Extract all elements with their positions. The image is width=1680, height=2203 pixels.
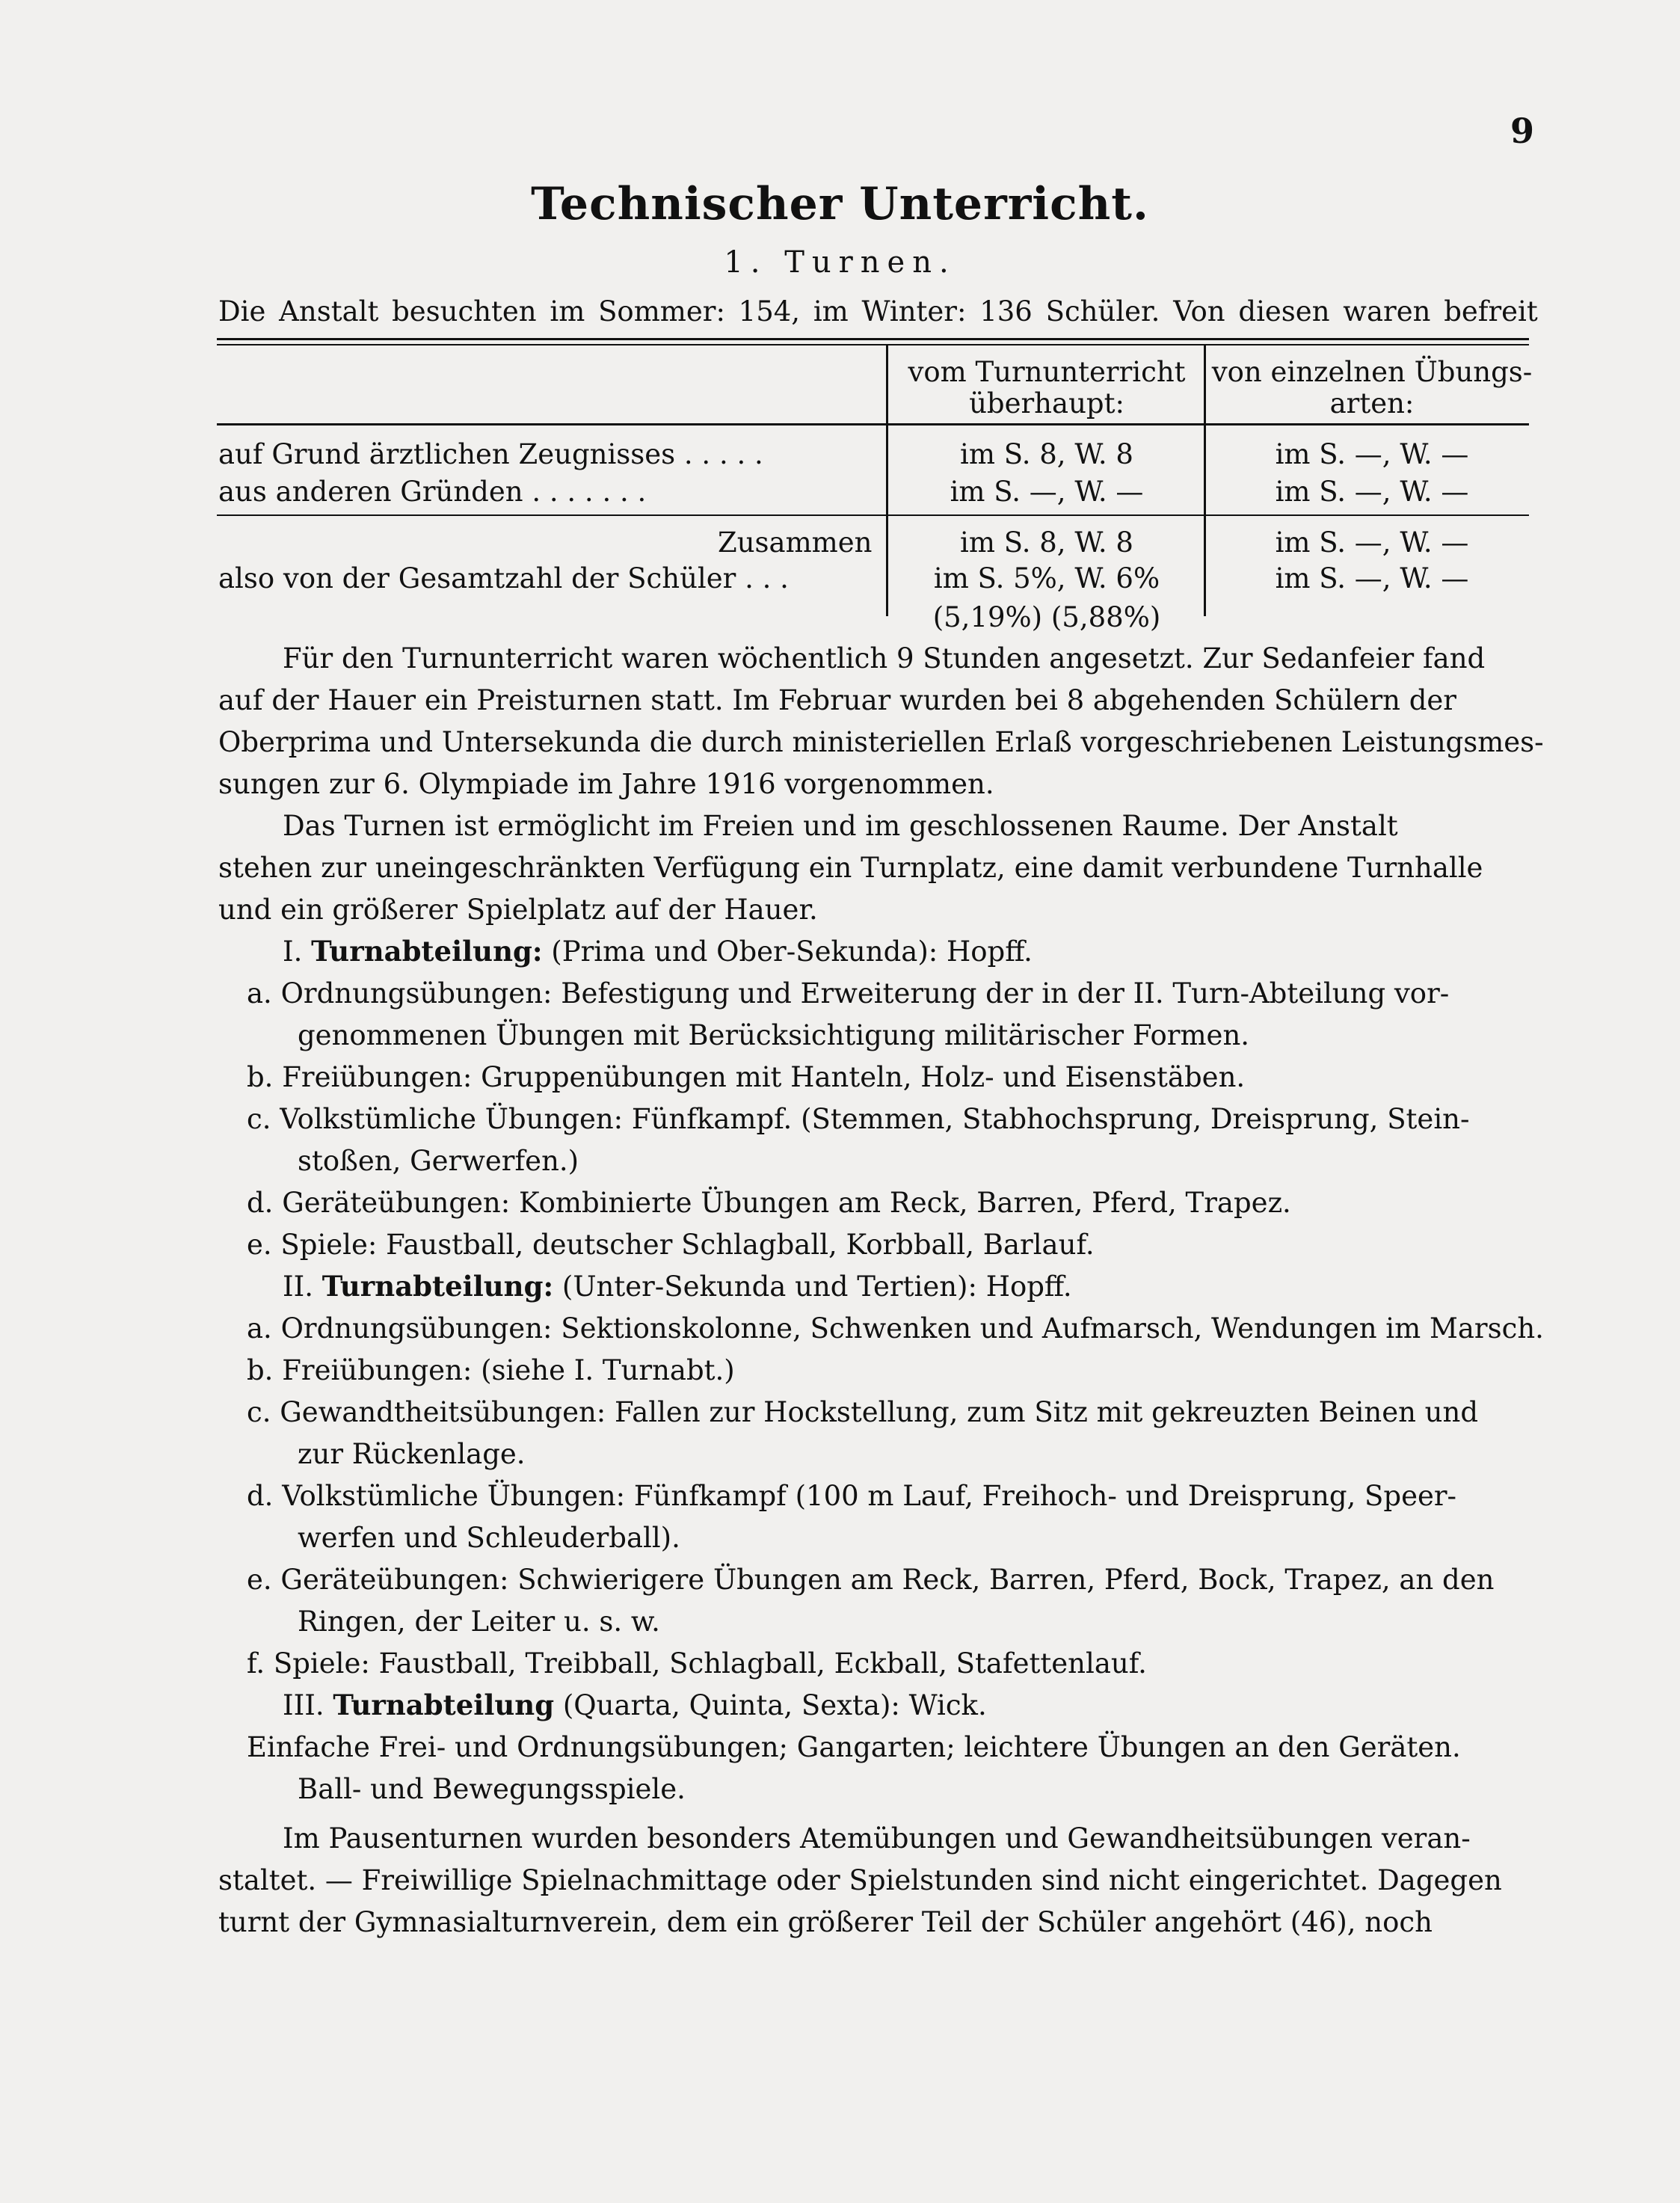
s2-item-e-cont: Ringen, der Leiter u. s. w. <box>298 1606 660 1638</box>
col2-header-line1: von einzelnen Übungs- <box>1211 356 1533 388</box>
s1-item-e: e. Spiele: Faustball, deutscher Schlagball, Korbball, Barlauf. <box>247 1229 1095 1261</box>
s2-item-a: a. Ordnungsübungen: Sektionskolonne, Schwenken und Aufmarsch, Wendungen im Marsch. <box>247 1312 1544 1345</box>
section-3-heading <box>283 1689 987 1721</box>
body-line-3: Oberprima und Untersekunda die durch ministeriellen Erlaß vorgeschriebenen Leistungsmes- <box>218 726 1544 758</box>
section-2-detail: (Unter-Sekunda und Tertien): Hopff. <box>561 1271 1072 1303</box>
page-title: Technischer Unterricht. <box>531 178 1149 230</box>
s1-item-d: d. Geräteübungen: Kombinierte Übungen am Reck, Barren, Pferd, Trapez. <box>247 1187 1291 1219</box>
body-line-2: auf der Hauer ein Preisturnen statt. Im Februar wurden bei 8 abgehenden Schülern der <box>218 684 1456 716</box>
row2-col1: im S. —, W. — <box>950 476 1144 508</box>
s2-item-c: c. Gewandtheitsübungen: Fallen zur Hockstellung, zum Sitz mit gekreuzten Beinen und <box>247 1396 1479 1428</box>
section-2-title: Turnabteilung: <box>321 1270 554 1303</box>
s1-item-a-cont: genommenen Übungen mit Berücksichtigung militärischer Formen. <box>298 1019 1250 1051</box>
table-rule-top <box>217 338 1529 340</box>
section-3-detail: (Quarta, Quinta, Sexta): Wick. <box>562 1689 987 1721</box>
row4-col2: im S. —, W. — <box>1275 562 1469 594</box>
intro-line: Die Anstalt besuchten im Sommer: 154, im Winter: 136 Schüler. Von diesen waren befreit <box>218 295 1538 328</box>
row2-col2: im S. —, W. — <box>1275 476 1469 508</box>
section-1-detail: (Prima und Ober-Sekunda): Hopff. <box>551 935 1033 968</box>
row4-label: also von der Gesamtzahl der Schüler . . . <box>218 562 789 594</box>
col1-header-line2: überhaupt: <box>969 387 1124 420</box>
body-line-6: stehen zur uneingeschränkten Verfügung ein Turnplatz, eine damit verbundene Turnhalle <box>218 852 1483 884</box>
row3-col1: im S. 8, W. 8 <box>960 526 1133 559</box>
row2-label: aus anderen Gründen . . . . . . . <box>218 476 647 508</box>
row3-col2: im S. —, W. — <box>1275 526 1469 559</box>
s3-item-1-cont: Ball- und Bewegungsspiele. <box>298 1773 686 1805</box>
s1-item-c-cont: stoßen, Gerwerfen.) <box>298 1145 579 1177</box>
row1-col2: im S. —, W. — <box>1275 438 1469 470</box>
row1-col1: im S. 8, W. 8 <box>960 438 1133 470</box>
section-1-title: Turnabteilung: <box>311 935 543 968</box>
section-3-title: Turnabteilung <box>333 1689 555 1721</box>
closing-line-3: turnt der Gymnasialturnverein, dem ein größerer Teil der Schüler angehört (46), noch <box>218 1906 1433 1938</box>
s3-item-1: Einfache Frei- und Ordnungsübungen; Gangarten; leichtere Übungen an den Geräten. <box>247 1731 1461 1763</box>
table-vrule-2 <box>1204 345 1206 616</box>
body-line-1: Für den Turnunterricht waren wöchentlich 9 Stunden angesetzt. Zur Sedanfeier fand <box>283 642 1486 675</box>
closing-line-2: staltet. — Freiwillige Spielnachmittage oder Spielstunden sind nicht eingerichtet. Dagegen <box>218 1864 1502 1896</box>
row4-percent-detail: (5,19%) (5,88%) <box>932 601 1161 633</box>
table-rule-top2 <box>217 344 1529 345</box>
s1-item-b: b. Freiübungen: Gruppenübungen mit Hanteln, Holz- und Eisenstäben. <box>247 1061 1246 1093</box>
section-3-number: III. <box>283 1689 324 1721</box>
row4-col1: im S. 5%, W. 6% <box>933 562 1160 594</box>
s1-item-a: a. Ordnungsübungen: Befestigung und Erweiterung der in der II. Turn-Abteilung vor- <box>247 977 1450 1010</box>
s1-item-c: c. Volkstümliche Übungen: Fünfkampf. (Stemmen, Stabhochsprung, Dreisprung, Stein- <box>247 1103 1470 1135</box>
s2-item-b: b. Freiübungen: (siehe I. Turnabt.) <box>247 1354 735 1386</box>
s2-item-c-cont: zur Rückenlage. <box>298 1438 526 1470</box>
table-rule-header <box>217 423 1529 425</box>
s2-item-f: f. Spiele: Faustball, Treibball, Schlagball, Eckball, Stafettenlauf. <box>247 1647 1147 1680</box>
section-subtitle: 1. Turnen. <box>724 245 956 280</box>
section-2-heading <box>283 1270 1072 1303</box>
col2-header-line2: arten: <box>1329 387 1415 420</box>
page-number: 9 <box>1510 111 1535 151</box>
s2-item-e: e. Geräteübungen: Schwierigere Übungen am Reck, Barren, Pferd, Bock, Trapez, an den <box>247 1564 1495 1596</box>
col1-header-line1: vom Turnunterricht <box>908 356 1186 388</box>
section-2-number: II. <box>283 1271 313 1303</box>
row3-label: Zusammen <box>718 526 873 559</box>
body-line-7: und ein größerer Spielplatz auf der Hauer. <box>218 894 818 926</box>
table-rule-mid <box>217 514 1529 516</box>
table-vrule-1 <box>886 345 888 616</box>
closing-line-1: Im Pausenturnen wurden besonders Atemübungen und Gewandheitsübungen veran- <box>283 1822 1471 1855</box>
s2-item-d: d. Volkstümliche Übungen: Fünfkampf (100 m Lauf, Freihoch- und Dreisprung, Speer- <box>247 1480 1457 1512</box>
body-line-4: sungen zur 6. Olympiade im Jahre 1916 vorgenommen. <box>218 768 994 800</box>
s2-item-d-cont: werfen und Schleuderball). <box>298 1522 680 1554</box>
section-1-heading <box>283 935 1033 968</box>
section-1-number: I. <box>283 935 303 968</box>
row1-label: auf Grund ärztlichen Zeugnisses . . . . . <box>218 438 763 470</box>
body-line-5: Das Turnen ist ermöglicht im Freien und im geschlossenen Raume. Der Anstalt <box>283 810 1398 842</box>
